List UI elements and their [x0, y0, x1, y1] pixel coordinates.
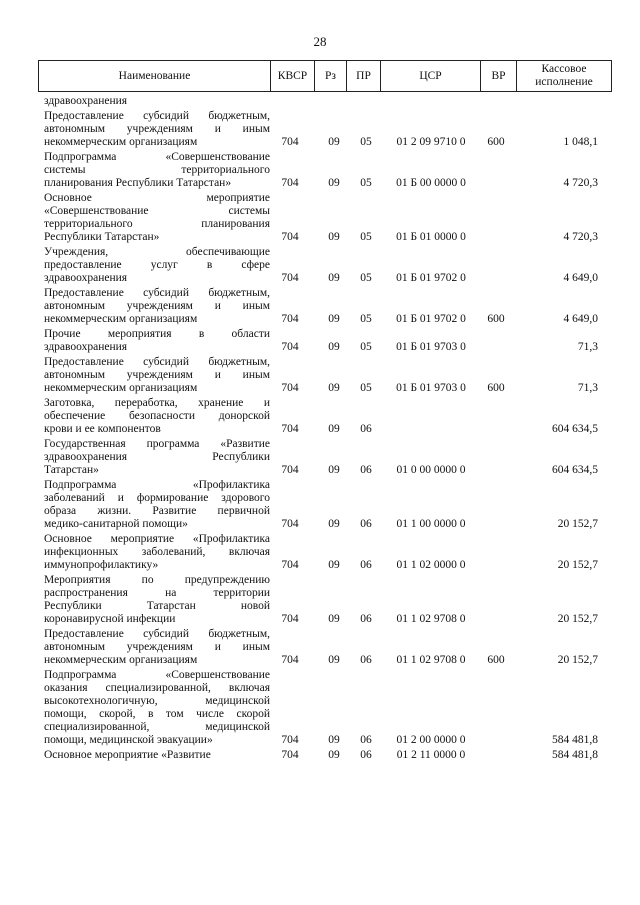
- row-name-line: помощи, скорой, в том числе скорой: [44, 708, 270, 720]
- row-vr: 600: [487, 313, 505, 325]
- row-kvsr: 704: [281, 231, 299, 243]
- row-csr: 01 Б 00 0000 0: [396, 177, 466, 189]
- row-name-line: высокотехнологичную, медицинской: [44, 695, 270, 707]
- row-name-line: коронавирусной инфекции: [44, 613, 176, 625]
- row-name-line: здравоохранения Республики: [44, 451, 270, 463]
- row-name-line: Заготовка, переработка, хранение и: [44, 397, 270, 409]
- table-row: [0, 110, 640, 149]
- table-row: [0, 479, 640, 531]
- row-sum: 20 152,7: [557, 518, 598, 530]
- row-name: [44, 479, 270, 531]
- row-kvsr: 704: [281, 613, 299, 625]
- row-name-line: «Совершенствование системы: [44, 205, 270, 217]
- row-sum: 4 649,0: [563, 313, 598, 325]
- header-name: Наименование: [39, 61, 271, 91]
- table-row: [0, 397, 640, 436]
- row-rz: 09: [328, 177, 340, 189]
- row-rz: 09: [328, 272, 340, 284]
- row-csr: 01 1 02 0000 0: [396, 559, 466, 571]
- row-name-line: Предоставление субсидий бюджетным,: [44, 356, 270, 368]
- row-name: [44, 574, 270, 626]
- row-rz: 09: [328, 749, 340, 761]
- header-sum: [517, 61, 611, 91]
- row-csr: 01 2 00 0000 0: [396, 734, 466, 746]
- row-name-line: здравоохранения: [44, 341, 128, 353]
- row-name-line: Прочие мероприятия в области: [44, 328, 270, 340]
- row-rz: 09: [328, 734, 340, 746]
- row-sum: 4 720,3: [563, 177, 598, 189]
- row-name-line: некоммерческим организациям: [44, 654, 198, 666]
- header-sum-line1: Кассовое: [541, 63, 587, 75]
- row-sum: 584 481,8: [552, 734, 598, 746]
- row-csr: 01 1 02 9708 0: [396, 654, 466, 666]
- row-pr: 06: [360, 423, 372, 435]
- header-csr: ЦСР: [381, 61, 481, 91]
- row-sum: 604 634,5: [552, 423, 598, 435]
- row-sum: 604 634,5: [552, 464, 598, 476]
- row-kvsr: 704: [281, 382, 299, 394]
- row-name-line: предоставление услуг в сфере: [44, 259, 270, 271]
- table-row: [0, 438, 640, 477]
- table-row: [0, 192, 640, 244]
- row-name-line: иммунопрофилактику»: [44, 559, 159, 571]
- row-pr: 06: [360, 734, 372, 746]
- row-rz: 09: [328, 518, 340, 530]
- row-rz: 09: [328, 559, 340, 571]
- row-rz: 09: [328, 464, 340, 476]
- row-name-line: территориального планирования: [44, 218, 270, 230]
- row-name-line: Основное мероприятие: [44, 192, 270, 204]
- row-name-line: Предоставление субсидий бюджетным,: [44, 287, 270, 299]
- row-name-line: специализированной, медицинской: [44, 721, 270, 733]
- row-rz: 09: [328, 136, 340, 148]
- row-csr: 01 Б 01 9703 0: [396, 382, 466, 394]
- row-csr: 01 2 11 0000 0: [396, 749, 466, 761]
- row-rz: 09: [328, 341, 340, 353]
- table-row: [0, 628, 640, 667]
- row-sum: 20 152,7: [557, 613, 598, 625]
- header-sum-line2: исполнение: [535, 76, 593, 88]
- row-csr: 01 Б 01 9702 0: [396, 313, 466, 325]
- row-kvsr: 704: [281, 464, 299, 476]
- row-name-line: автономным учреждениям и иным: [44, 123, 270, 135]
- row-name-line: Подпрограмма «Профилактика: [44, 479, 270, 491]
- row-sum: 1 048,1: [563, 136, 598, 148]
- row-name: [44, 397, 270, 436]
- row-name: [44, 356, 270, 395]
- row-name-line: Предоставление субсидий бюджетным,: [44, 110, 270, 122]
- row-name-line: автономным учреждениям и иным: [44, 641, 270, 653]
- row-sum: 4 720,3: [563, 231, 598, 243]
- row-name-line: Республики Татарстан новой: [44, 600, 270, 612]
- row-name: [44, 287, 270, 326]
- row-name-line: образа жизни. Развитие первичной: [44, 505, 270, 517]
- row-csr: 01 0 00 0000 0: [396, 464, 466, 476]
- row-kvsr: 704: [281, 423, 299, 435]
- row-kvsr: 704: [281, 272, 299, 284]
- row-rz: 09: [328, 313, 340, 325]
- header-pr: ПР: [347, 61, 381, 91]
- row-pr: 06: [360, 518, 372, 530]
- header-kvsr: КВСР: [271, 61, 315, 91]
- row-kvsr: 704: [281, 559, 299, 571]
- row-name-line: системы территориального: [44, 164, 270, 176]
- row-sum: 71,3: [577, 341, 598, 353]
- row-pr: 05: [360, 313, 372, 325]
- row-kvsr: 704: [281, 654, 299, 666]
- row-name: [44, 110, 270, 149]
- row-name-line: Татарстан»: [44, 464, 99, 476]
- row-name: [44, 151, 270, 190]
- row-name-line: Подпрограмма «Совершенствование: [44, 151, 270, 163]
- row-sum: 20 152,7: [557, 559, 598, 571]
- row-name-line: заболеваний и формирование здорового: [44, 492, 270, 504]
- row-pr: 06: [360, 559, 372, 571]
- row-sum: 71,3: [577, 382, 598, 394]
- row-kvsr: 704: [281, 313, 299, 325]
- row-csr: 01 2 09 9710 0: [396, 136, 466, 148]
- row-name-line: инфекционных заболеваний, включая: [44, 546, 270, 558]
- row-name: [44, 533, 270, 572]
- row-name: [44, 628, 270, 667]
- row-name: [44, 438, 270, 477]
- row-vr: 600: [487, 136, 505, 148]
- row-pr: 05: [360, 177, 372, 189]
- row-name: [44, 669, 270, 747]
- row-name-line: Предоставление субсидий бюджетным,: [44, 628, 270, 640]
- row-pr: 05: [360, 231, 372, 243]
- table-row: [0, 533, 640, 572]
- row-name-line: Мероприятия по предупреждению: [44, 574, 270, 586]
- row-name-line: помощи, медицинской эвакуации»: [44, 734, 213, 746]
- table-row: [0, 95, 640, 108]
- table-row: [0, 749, 640, 762]
- row-name: [44, 95, 270, 108]
- row-pr: 06: [360, 613, 372, 625]
- row-name-line: Подпрограмма «Совершенствование: [44, 669, 270, 681]
- row-csr: 01 Б 01 0000 0: [396, 231, 466, 243]
- header-rz: Рз: [315, 61, 347, 91]
- row-name-line: некоммерческим организациям: [44, 382, 198, 394]
- row-sum: 20 152,7: [557, 654, 598, 666]
- row-name: [44, 246, 270, 285]
- row-rz: 09: [328, 382, 340, 394]
- row-name-line: распространения на территории: [44, 587, 270, 599]
- row-name-line: Государственная программа «Развитие: [44, 438, 270, 450]
- row-name-line: обеспечение безопасности донорской: [44, 410, 270, 422]
- row-name-line: Учреждения, обеспечивающие: [44, 246, 270, 258]
- row-vr: 600: [487, 382, 505, 394]
- row-csr: 01 Б 01 9702 0: [396, 272, 466, 284]
- row-pr: 05: [360, 382, 372, 394]
- table-row: [0, 246, 640, 285]
- row-kvsr: 704: [281, 136, 299, 148]
- row-name: [44, 749, 270, 762]
- row-pr: 05: [360, 136, 372, 148]
- row-rz: 09: [328, 613, 340, 625]
- table-row: [0, 328, 640, 354]
- row-name-line: оказания специализированной, включая: [44, 682, 270, 694]
- row-csr: 01 Б 01 9703 0: [396, 341, 466, 353]
- row-rz: 09: [328, 231, 340, 243]
- row-pr: 05: [360, 272, 372, 284]
- row-name-line: автономным учреждениям и иным: [44, 300, 270, 312]
- table-row: [0, 574, 640, 626]
- row-pr: 06: [360, 464, 372, 476]
- row-pr: 05: [360, 341, 372, 353]
- row-name-line: некоммерческим организациям: [44, 313, 198, 325]
- row-sum: 584 481,8: [552, 749, 598, 761]
- row-csr: 01 1 00 0000 0: [396, 518, 466, 530]
- row-kvsr: 704: [281, 734, 299, 746]
- table-header: [38, 60, 612, 92]
- row-csr: 01 1 02 9708 0: [396, 613, 466, 625]
- row-name: [44, 328, 270, 354]
- table-row: [0, 669, 640, 747]
- row-vr: 600: [487, 654, 505, 666]
- row-rz: 09: [328, 423, 340, 435]
- row-pr: 06: [360, 654, 372, 666]
- row-pr: 06: [360, 749, 372, 761]
- row-name-line: Основное мероприятие «Профилактика: [44, 533, 270, 545]
- table-row: [0, 356, 640, 395]
- page-number: 28: [313, 34, 327, 49]
- row-name-line: Республики Татарстан»: [44, 231, 160, 243]
- row-name-line: крови и ее компонентов: [44, 423, 161, 435]
- header-vr: ВР: [481, 61, 517, 91]
- table-row: [0, 151, 640, 190]
- row-kvsr: 704: [281, 177, 299, 189]
- row-rz: 09: [328, 654, 340, 666]
- row-kvsr: 704: [281, 341, 299, 353]
- row-name-line: здравоохранения: [44, 272, 128, 284]
- row-name-line: некоммерческим организациям: [44, 136, 198, 148]
- row-kvsr: 704: [281, 518, 299, 530]
- row-kvsr: 704: [281, 749, 299, 761]
- row-name-line: автономным учреждениям и иным: [44, 369, 270, 381]
- row-name-line: медико-санитарной помощи»: [44, 518, 188, 530]
- row-name-line: Основное мероприятие «Развитие: [44, 749, 211, 761]
- row-name-line: планирования Республики Татарстан»: [44, 177, 232, 189]
- row-sum: 4 649,0: [563, 272, 598, 284]
- row-name-line: здравоохранения: [44, 95, 128, 107]
- table-row: [0, 287, 640, 326]
- row-name: [44, 192, 270, 244]
